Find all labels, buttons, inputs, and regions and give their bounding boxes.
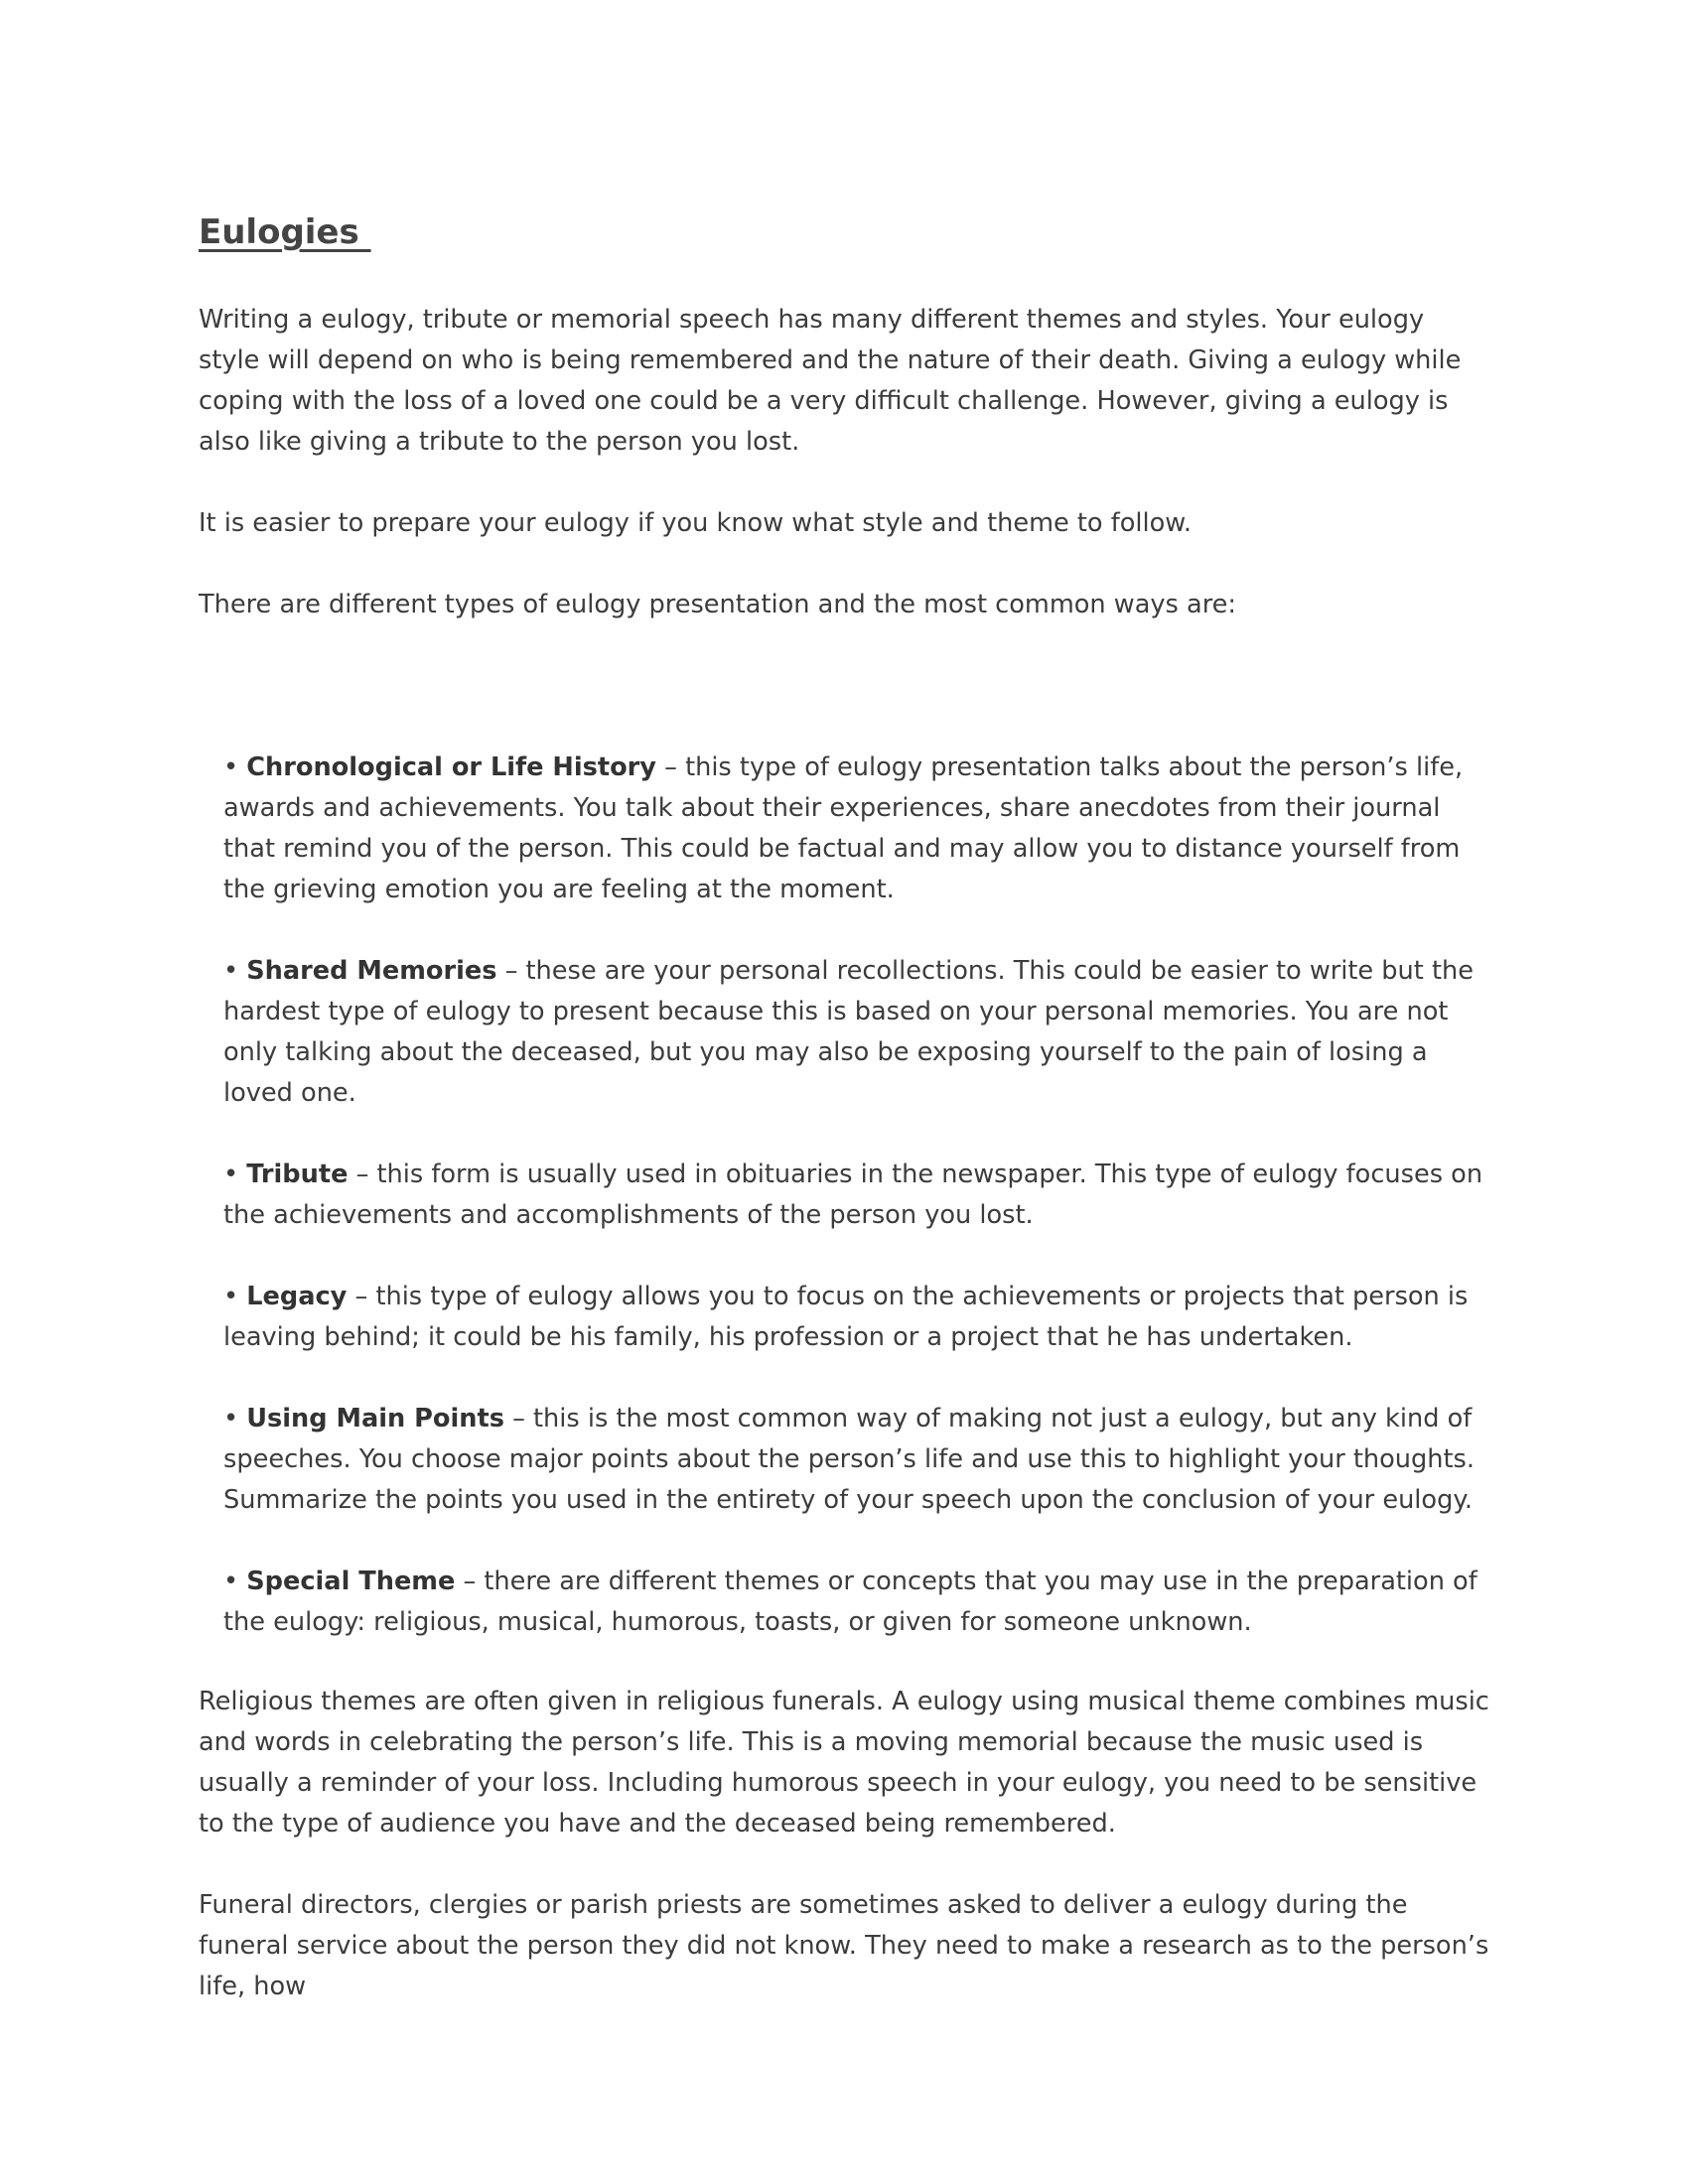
outro-paragraph-2: Funeral directors, clergies or parish priests are sometimes asked to deliver a eulogy during the funeral service about the person they did not know. They need to make a research as to the person’s life, how bbox=[199, 1890, 1489, 2001]
outro-paragraph-1: Religious themes are often given in religious funerals. A eulogy using musical theme combines music and words in celebrating the person’s life. This is a moving memorial because the music used is usually a reminder of your loss. Including humorous speech in your eulogy, you need to be sensitive to the type of audience you have and the deceased being remembered. bbox=[199, 1687, 1489, 1839]
document-page bbox=[199, 210, 1489, 2048]
intro-paragraph-1: Writing a eulogy, tribute or memorial speech has many different themes and styles. Your eulogy style will depend on who is being remembered and the nature of their death. Giving a eulogy while coping with the loss of a loved one could be a very difficult challenge. However, giving a eulogy is also like giving a tribute to the person you lost. bbox=[199, 305, 1462, 457]
eulogy-types-list bbox=[199, 748, 1489, 1643]
list-item bbox=[223, 1277, 1489, 1358]
list-item bbox=[223, 1399, 1489, 1521]
list-item bbox=[223, 748, 1489, 910]
bullet-symbol: • bbox=[223, 1160, 239, 1189]
list-item-term: Using Main Points bbox=[246, 1404, 504, 1433]
list-item-text: – these are your personal recollections. This could be easier to write but the hardest type of eulogy to present because this is based on your personal memories. You are not only talking about the deceased, but you may also be exposing yourself to the pain of losing a loved one. bbox=[223, 956, 1474, 1108]
list-item-text: – this type of eulogy allows you to focus on the achievements or projects that person is leaving behind; it could be his family, his profession or a project that he has undertaken. bbox=[223, 1282, 1469, 1352]
bullet-symbol: • bbox=[223, 752, 239, 782]
list-item-text: – this form is usually used in obituaries in the newspaper. This type of eulogy focuses on the achievements and accomplishments of the person you lost. bbox=[223, 1160, 1483, 1230]
list-item bbox=[223, 1155, 1489, 1236]
bullet-symbol: • bbox=[223, 1404, 239, 1433]
list-item-term: Chronological or Life History bbox=[246, 752, 656, 782]
bullet-symbol: • bbox=[223, 1567, 239, 1596]
bullet-symbol: • bbox=[223, 1282, 239, 1311]
page-title: Eulogies bbox=[199, 212, 371, 252]
list-item-term: Special Theme bbox=[246, 1567, 456, 1596]
list-item bbox=[223, 1562, 1489, 1643]
bullet-symbol: • bbox=[223, 956, 239, 986]
list-item-term: Tribute bbox=[246, 1160, 349, 1189]
list-item-text: – there are different themes or concepts that you may use in the preparation of the eulogy: religious, musical, humorous, toasts, or given for someone unknown. bbox=[223, 1567, 1477, 1637]
list-item-term: Shared Memories bbox=[246, 956, 497, 986]
intro-paragraph-2: It is easier to prepare your eulogy if you know what style and theme to follow. bbox=[199, 508, 1192, 538]
list-item-text: – this type of eulogy presentation talks about the person’s life, awards and achievements. You talk about their experiences, share anecdotes from their journal that remind you of the person. This could be factual and may allow you to distance yourself from the grieving emotion you are feeling at the moment. bbox=[223, 752, 1464, 904]
intro-paragraph-3: There are different types of eulogy presentation and the most common ways are: bbox=[199, 590, 1237, 619]
list-item-text: – this is the most common way of making not just a eulogy, but any kind of speeches. You choose major points about the person’s life and use this to highlight your thoughts. Summarize the points you used in the entirety of your speech upon the conclusion of your eulogy. bbox=[223, 1404, 1475, 1515]
list-item bbox=[223, 951, 1489, 1114]
list-item-term: Legacy bbox=[246, 1282, 348, 1311]
